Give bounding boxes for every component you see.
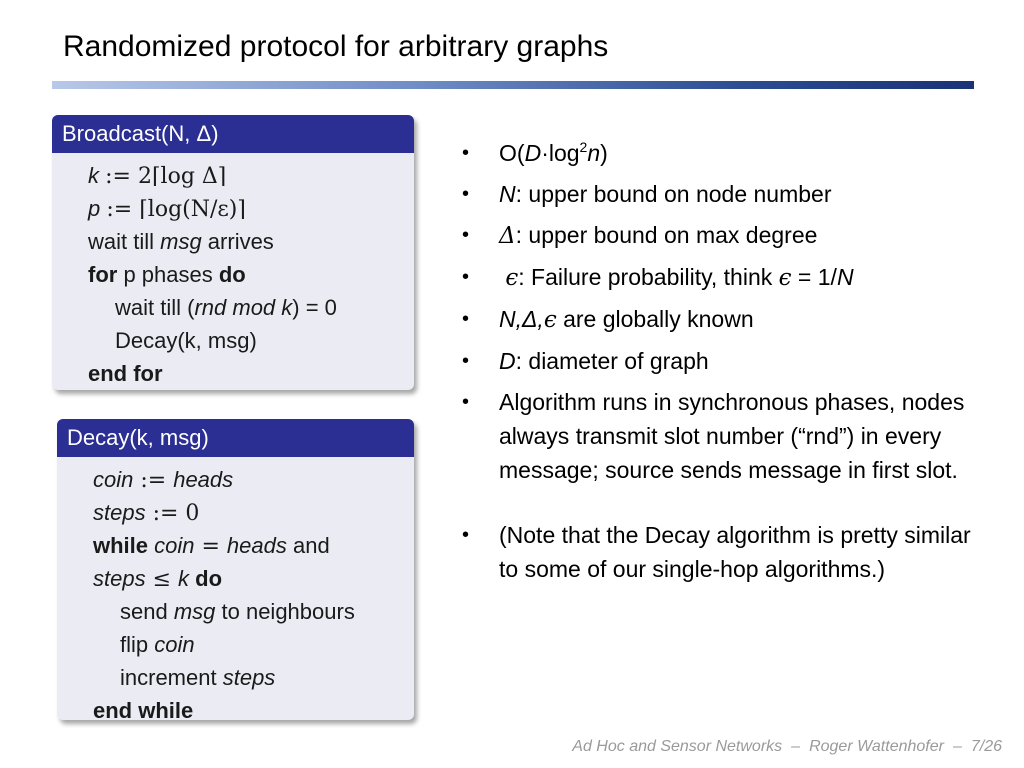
keyword-do: do — [218, 262, 246, 287]
decay-line-send — [93, 595, 414, 628]
decay-algorithm-block — [57, 419, 414, 720]
title-underline-bar — [52, 81, 974, 89]
assign-zero: := 0 — [145, 501, 200, 526]
leq-op: ≤ — [145, 567, 179, 592]
var-coin: coin — [154, 533, 195, 558]
broadcast-block-header: Broadcast(N, Δ) — [52, 115, 414, 153]
p-assignment: := ⌈log(N/ε)⌉ — [106, 197, 246, 222]
bullet-known — [462, 302, 982, 337]
var-epsilon: ϵ — [505, 265, 519, 291]
var-n: n — [587, 140, 601, 166]
keyword-do: do — [195, 566, 223, 591]
text: O( — [499, 140, 525, 166]
bullet-algorithm — [462, 385, 982, 487]
decay-line-coin — [93, 463, 414, 496]
bullet-note — [462, 518, 982, 586]
footer-course: Ad Hoc and Sensor Networks — [572, 738, 783, 755]
var-steps: steps — [222, 665, 276, 690]
decay-line-cond — [93, 562, 414, 595]
text: p phases — [117, 262, 219, 287]
decay-line-while — [93, 529, 414, 562]
text: : Failure probability, think — [518, 264, 779, 290]
slide-footer — [572, 738, 1002, 756]
bullet-epsilon — [462, 260, 982, 295]
var-coin: coin — [154, 632, 195, 657]
decay-line-increment — [93, 661, 414, 694]
keyword-while: while — [93, 533, 149, 558]
slide-title: Randomized protocol for arbitrary graphs — [63, 30, 609, 63]
broadcast-line-wait — [88, 225, 414, 258]
text: : upper bound on node number — [515, 181, 832, 207]
var-steps: steps — [93, 500, 146, 525]
broadcast-line-for — [88, 258, 414, 291]
text: wait till ( — [115, 295, 195, 320]
text: increment — [120, 665, 223, 690]
footer-author: Roger Wattenhofer — [809, 738, 944, 755]
text: ·log — [541, 140, 580, 166]
var-coin: coin — [93, 467, 134, 492]
text: flip — [120, 632, 155, 657]
keyword-for: for — [88, 262, 118, 287]
var-steps: steps — [93, 566, 146, 591]
broadcast-line-k — [88, 159, 414, 192]
broadcast-algorithm-block — [52, 115, 414, 390]
assign-op: := — [133, 468, 174, 493]
broadcast-line-p — [88, 192, 414, 225]
text: send — [120, 599, 174, 624]
text: (Note that the Decay algorithm is pretty similar to some of our single-hop algorithms.) — [499, 522, 971, 582]
rnd-mod-k: rnd mod k — [194, 295, 293, 320]
broadcast-line-endfor: end for — [88, 361, 163, 386]
text: arrives — [201, 229, 274, 254]
var-epsilon: ϵ — [543, 307, 557, 333]
var-n: N — [836, 264, 854, 290]
var-k: k — [88, 163, 99, 188]
footer-separator: – — [791, 738, 801, 755]
text: = 1/ — [791, 264, 837, 290]
text: ) — [600, 140, 608, 166]
bullet-diameter — [462, 344, 982, 378]
broadcast-line-wait-rnd — [88, 291, 414, 324]
var-p: p — [88, 196, 101, 221]
footer-page-number: 7/26 — [970, 738, 1002, 755]
decay-block-body — [57, 457, 414, 720]
var-msg: msg — [160, 229, 202, 254]
text: are globally known — [556, 306, 754, 332]
text: ) = 0 — [292, 295, 337, 320]
var-d: D — [524, 140, 542, 166]
text: : diameter of graph — [515, 348, 709, 374]
var-k: k — [178, 566, 190, 591]
keyword-and: and — [286, 533, 330, 558]
k-assignment: := 2⌈log Δ⌉ — [105, 164, 227, 189]
val-heads: heads — [226, 533, 287, 558]
bullet-delta — [462, 218, 982, 253]
eq-op: = — [194, 534, 227, 559]
text: : upper bound on max degree — [515, 222, 818, 248]
val-heads: heads — [173, 467, 234, 492]
decay-line-endwhile: end while — [93, 698, 194, 720]
var-delta: Δ — [499, 223, 516, 249]
text: Algorithm runs in synchronous phases, nodes always transmit slot number (“rnd”) in every message; source sends message in first slot. — [499, 389, 965, 483]
var-d: D — [499, 348, 516, 374]
bullet-list — [462, 136, 982, 593]
decay-block-header: Decay(k, msg) — [57, 419, 414, 457]
broadcast-block-body — [52, 153, 414, 390]
superscript: 2 — [579, 139, 588, 155]
footer-separator: – — [952, 738, 962, 755]
var-epsilon: ϵ — [778, 265, 792, 291]
text: to neighbours — [215, 599, 355, 624]
bullet-complexity — [462, 136, 982, 170]
decay-line-steps — [93, 496, 414, 529]
var-msg: msg — [173, 599, 216, 624]
vars: N,Δ, — [499, 306, 544, 332]
broadcast-line-decay-call: Decay(k, msg) — [115, 328, 257, 353]
decay-line-flip — [93, 628, 414, 661]
bullet-n — [462, 177, 982, 211]
text: wait till — [88, 229, 161, 254]
var-n: N — [499, 181, 516, 207]
